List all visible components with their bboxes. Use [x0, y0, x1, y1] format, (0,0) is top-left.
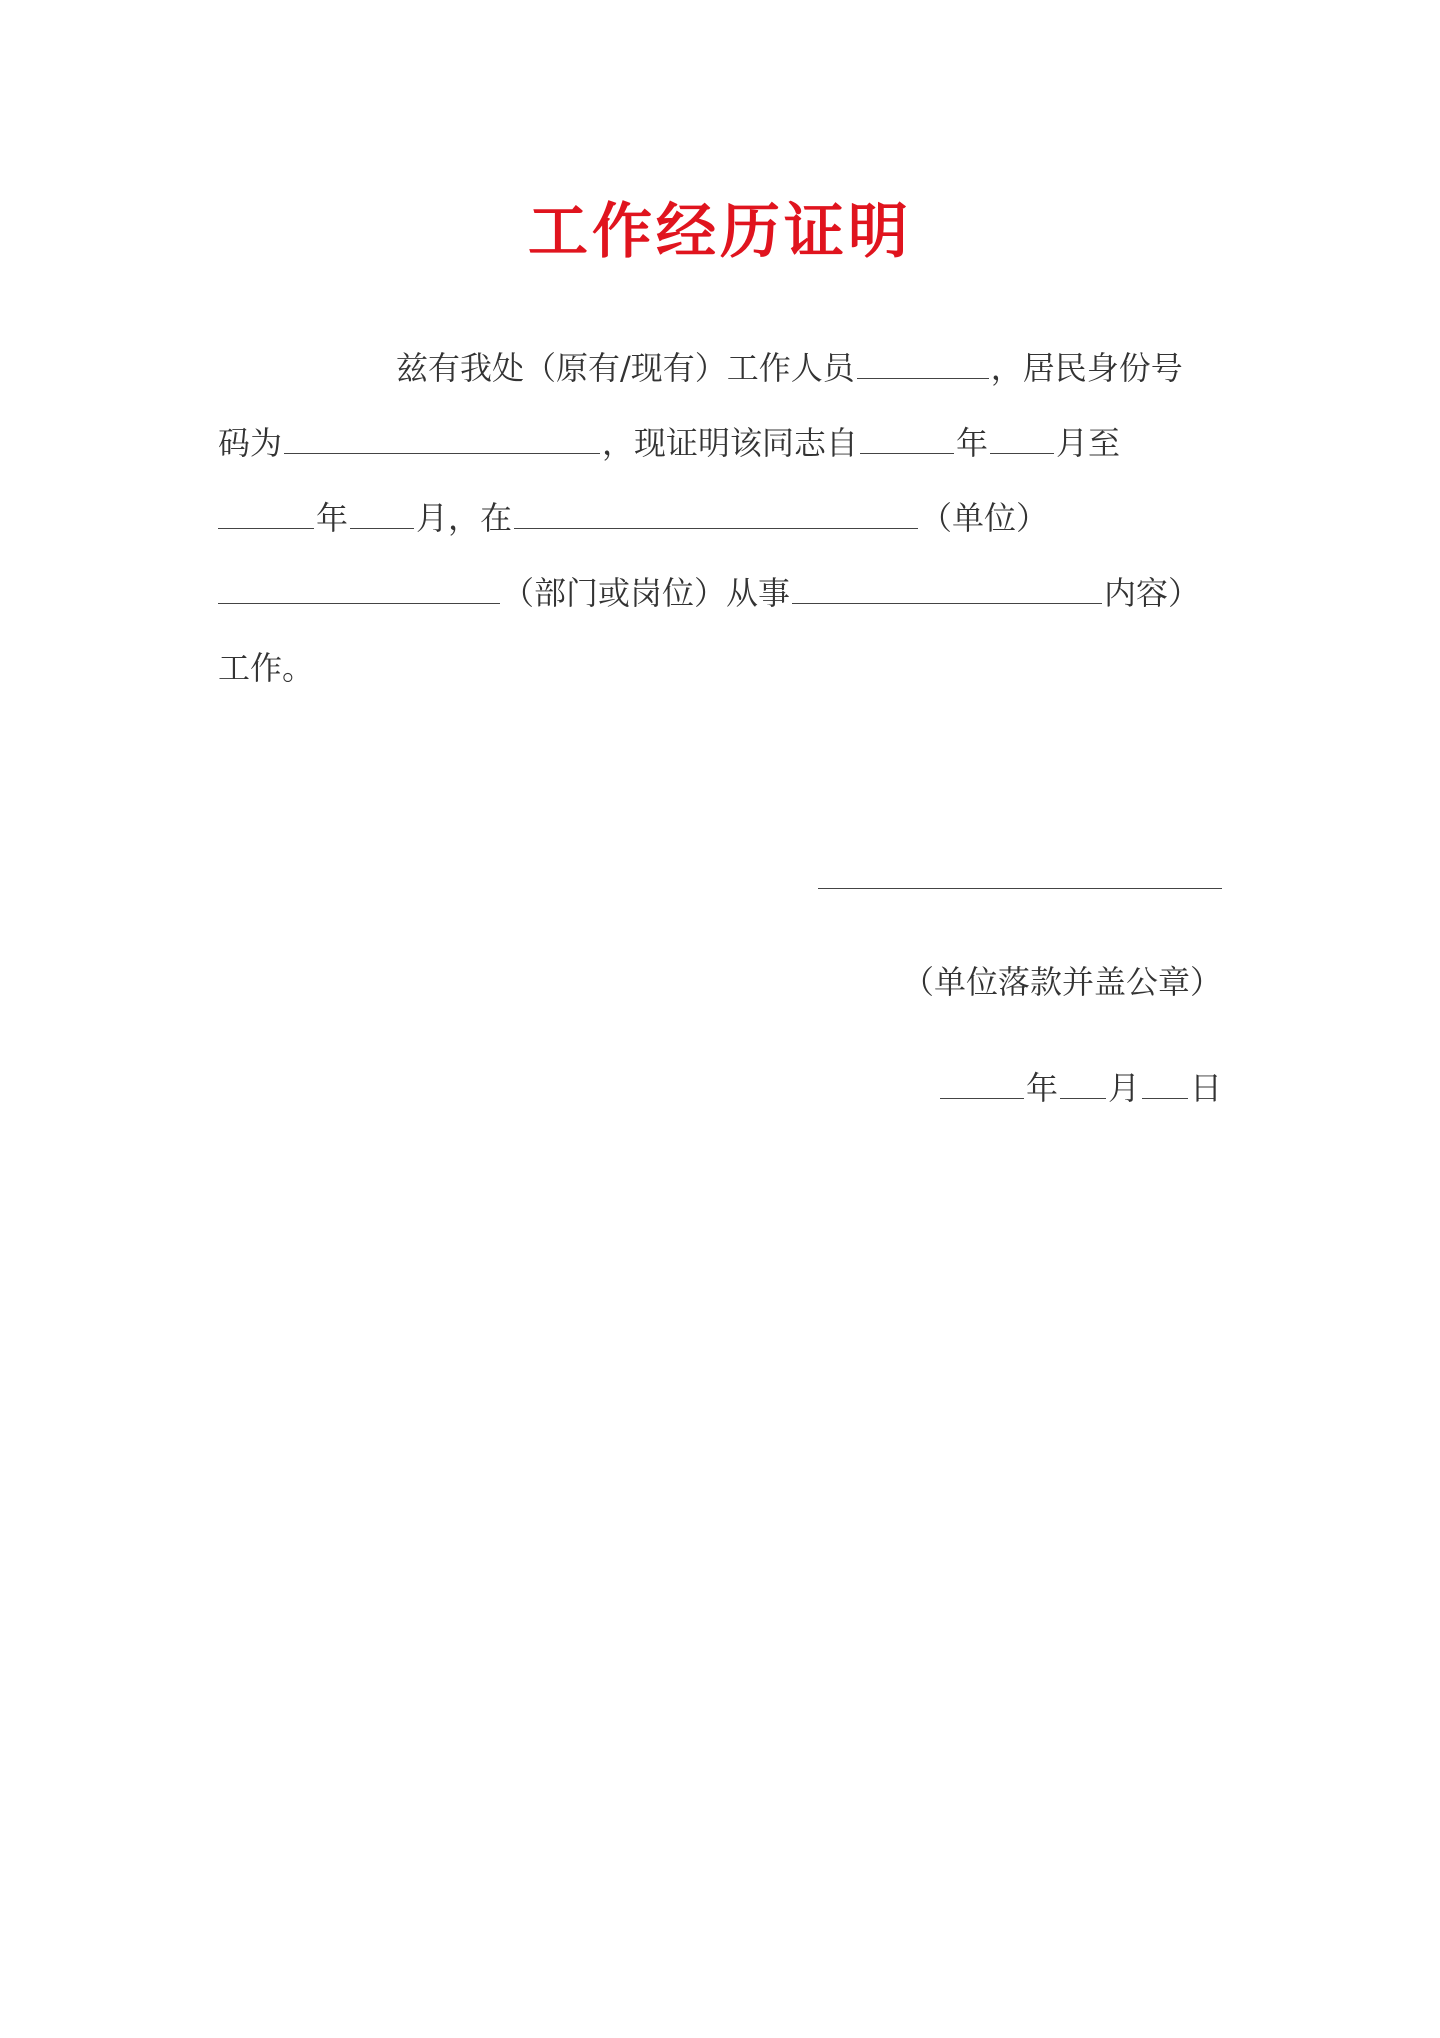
blank-start-month — [990, 425, 1054, 454]
stamp-note: （单位落款并盖公章） — [901, 963, 1222, 1001]
paragraph-line-4 — [218, 555, 1224, 631]
blank-department — [218, 575, 500, 604]
text-work: 工作。 — [218, 649, 315, 687]
signature-date — [938, 1058, 1222, 1118]
blank-sign-year — [940, 1070, 1024, 1099]
paragraph-line-1 — [218, 330, 1224, 406]
text-month-at: 月，在 — [416, 499, 513, 537]
text-sign-year: 年 — [1025, 1069, 1058, 1107]
text-content-label: 内容） — [1104, 574, 1201, 612]
text-year: 年 — [956, 424, 989, 462]
paragraph-line-2 — [218, 405, 1224, 481]
blank-start-year — [860, 425, 954, 454]
blank-end-month — [350, 500, 414, 529]
text-department-label: （部门或岗位）从事 — [502, 574, 791, 612]
blank-organization — [514, 500, 918, 529]
blank-sign-month — [1060, 1070, 1106, 1099]
blank-sign-day — [1142, 1070, 1188, 1099]
paragraph-line-3 — [218, 480, 1224, 556]
document-title: 工作经历证明 — [528, 197, 912, 267]
blank-id-number — [284, 425, 600, 454]
text-id-label: 码为 — [218, 424, 283, 462]
text-id-prefix: ，居民身份号 — [990, 349, 1183, 387]
text-certify: ，现证明该同志自 — [602, 424, 859, 462]
blank-employee-name — [857, 350, 989, 379]
text-sign-month: 月 — [1107, 1069, 1140, 1107]
text-sign-day: 日 — [1189, 1069, 1222, 1107]
signature-line — [818, 888, 1222, 889]
text-year: 年 — [316, 499, 349, 537]
text-month-to: 月至 — [1056, 424, 1121, 462]
blank-end-year — [218, 500, 314, 529]
paragraph-line-5 — [218, 630, 1224, 706]
text-organization-label: （单位） — [920, 499, 1049, 537]
text-intro: 兹有我处（原有/现有）工作人员 — [396, 349, 855, 387]
blank-job-content — [792, 575, 1102, 604]
